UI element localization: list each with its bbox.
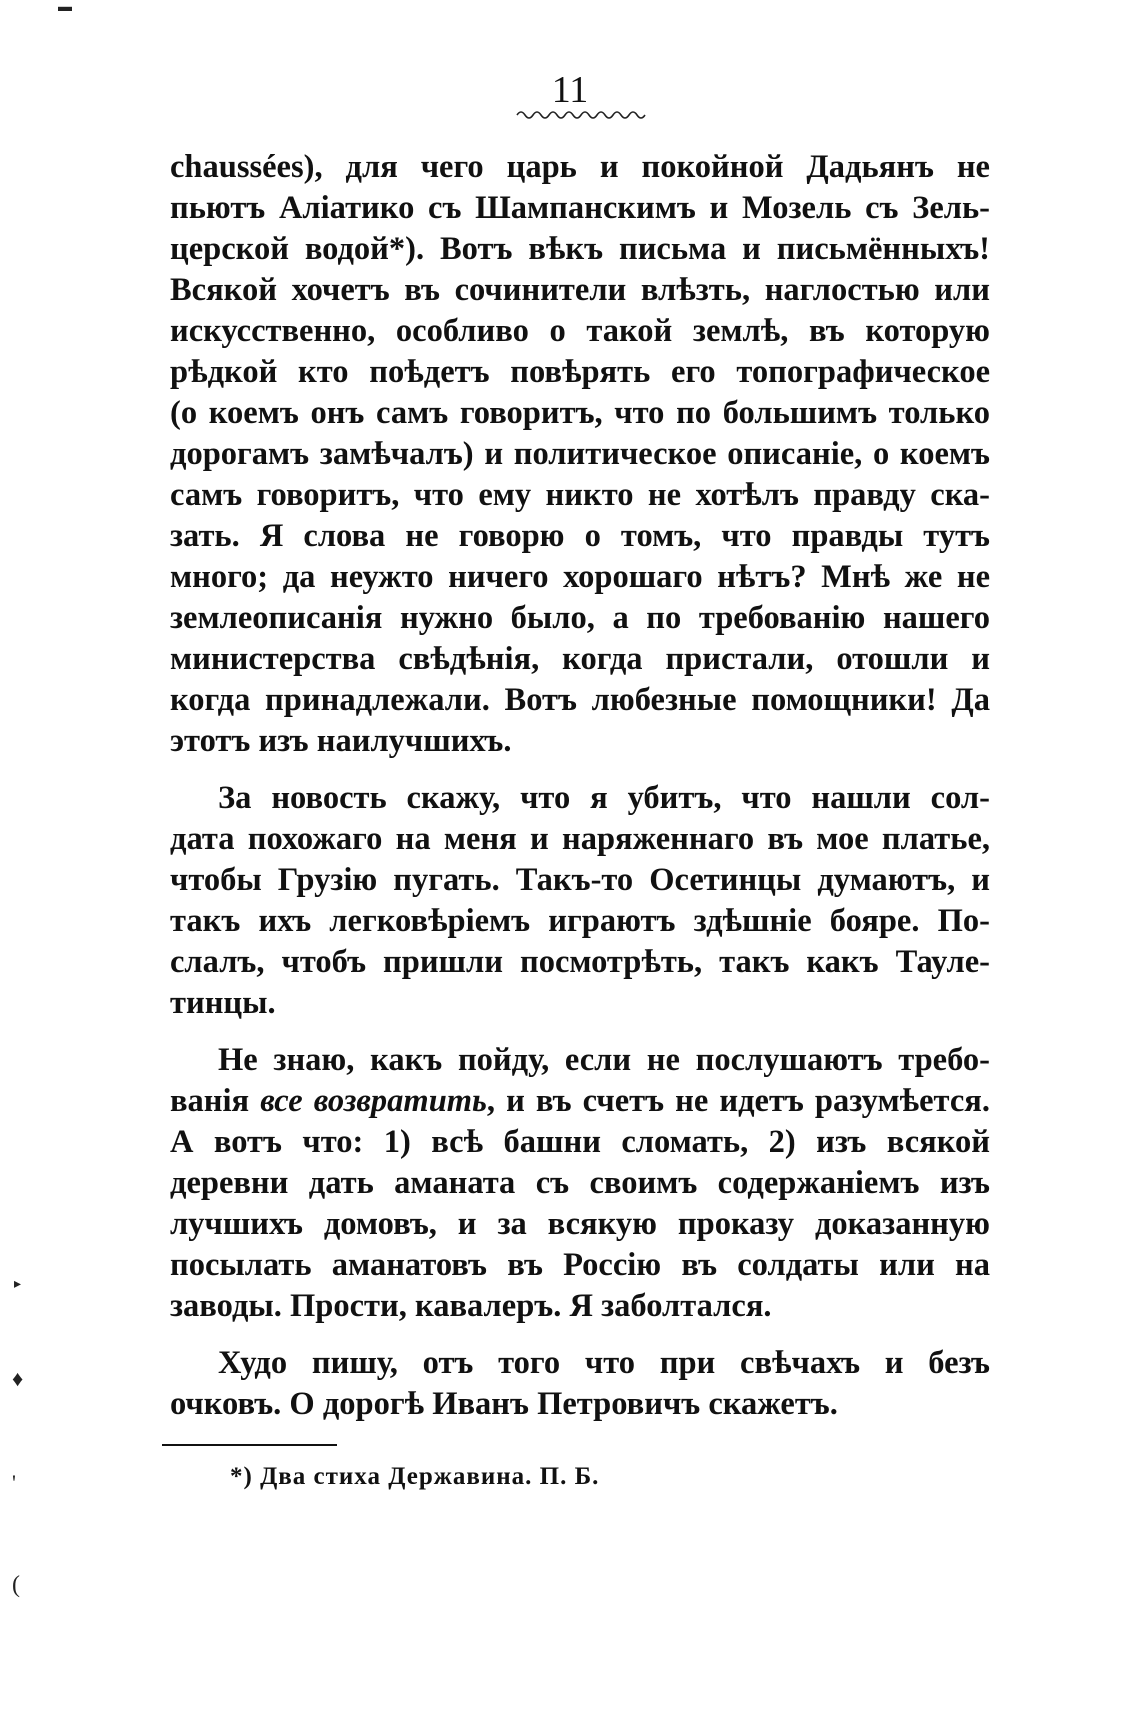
paragraph-3 (170, 1040, 990, 1327)
text-line (170, 1081, 990, 1122)
text-line: chaussées), для чего царь и покойной Дадьянъ не (170, 149, 990, 185)
scan-mark: ▬ (58, 0, 72, 15)
text-line: когда принадлежали. Вотъ любезные помощники! Да (170, 682, 990, 718)
text-line: землеописанія нужно было, а по требованію нашего (170, 600, 990, 636)
scan-mark: ▸ (14, 1277, 22, 1292)
text-line: За новость скажу, что я убитъ, что нашли сол- (218, 780, 990, 816)
body-text (170, 147, 990, 1425)
footnote-divider (162, 1444, 337, 1446)
text-line: заводы. Прости, кавалеръ. Я заболтался. (170, 1288, 772, 1324)
scan-mark: ♦ (12, 1366, 24, 1391)
text-line: самъ говоритъ, что ему никто не хотѣлъ правду ска- (170, 477, 990, 513)
text-line: посылать аманатовъ въ Россію въ солдаты или на (170, 1247, 990, 1283)
emphasized-text: все возвратить (260, 1083, 487, 1119)
text-line: тинцы. (170, 985, 276, 1021)
text-line: Худо пишу, отъ того что при свѣчахъ и безъ (218, 1345, 990, 1381)
text-line: церской водой*). Вотъ вѣкъ письма и письмённыхъ! (170, 231, 990, 267)
text-line: много; да неужто ничего хорошаго нѣтъ? Мнѣ же не (170, 559, 990, 595)
paragraph-1 (170, 147, 990, 762)
text-line: министерства свѣдѣнія, когда пристали, отошли и (170, 641, 990, 677)
paragraph-4 (170, 1343, 990, 1425)
text-fragment: , и въ счетъ не идетъ разумѣется. (486, 1083, 991, 1119)
text-line: деревни дать аманата съ своимъ содержаніемъ изъ (170, 1165, 990, 1201)
text-line: искусственно, особливо о такой землѣ, въ которую (170, 313, 990, 349)
text-line: чтобы Грузію пугать. Такъ-то Осетинцы думаютъ, и (170, 862, 990, 898)
page-number: 11 (551, 69, 589, 111)
text-line: этотъ изъ наилучшихъ. (170, 723, 512, 759)
footnote: *) Два стиха Державина. П. Б. (230, 1463, 600, 1490)
text-line: А вотъ что: 1) всѣ башни сломать, 2) изъ всякой (170, 1124, 990, 1160)
text-line: такъ ихъ легковѣріемъ играютъ здѣшніе бояре. По- (170, 903, 990, 939)
text-line: зать. Я слова не говорю о томъ, что правды тутъ (170, 518, 990, 554)
text-line: дорогамъ замѣчалъ) и политическое описаніе, о коемъ (170, 436, 990, 472)
scan-mark: ' (12, 1470, 16, 1495)
text-line: дата похожаго на меня и наряженнаго въ мое платье, (170, 821, 990, 857)
scan-mark: ( (12, 1572, 20, 1598)
text-line: пьютъ Аліатико съ Шампанскимъ и Мозель съ Зель- (170, 190, 990, 226)
text-line: (о коемъ онъ самъ говоритъ, что по большимъ только (170, 395, 990, 431)
text-fragment: ванія (170, 1083, 261, 1119)
text-line: слалъ, чтобъ пришли посмотрѣть, такъ какъ Тауле- (170, 944, 990, 980)
text-line: лучшихъ домовъ, и за всякую проказу доказанную (170, 1206, 990, 1242)
ornament-rule (515, 108, 649, 122)
text-line: очковъ. О дорогѣ Иванъ Петровичъ скажетъ. (170, 1386, 838, 1422)
text-line: рѣдкой кто поѣдетъ повѣрять его топографическое (170, 354, 990, 390)
text-line: Всякой хочетъ въ сочинители влѣзть, наглостью или (170, 272, 990, 308)
paragraph-2 (170, 778, 990, 1024)
text-line: Не знаю, какъ пойду, если не послушаютъ требо- (218, 1042, 990, 1078)
